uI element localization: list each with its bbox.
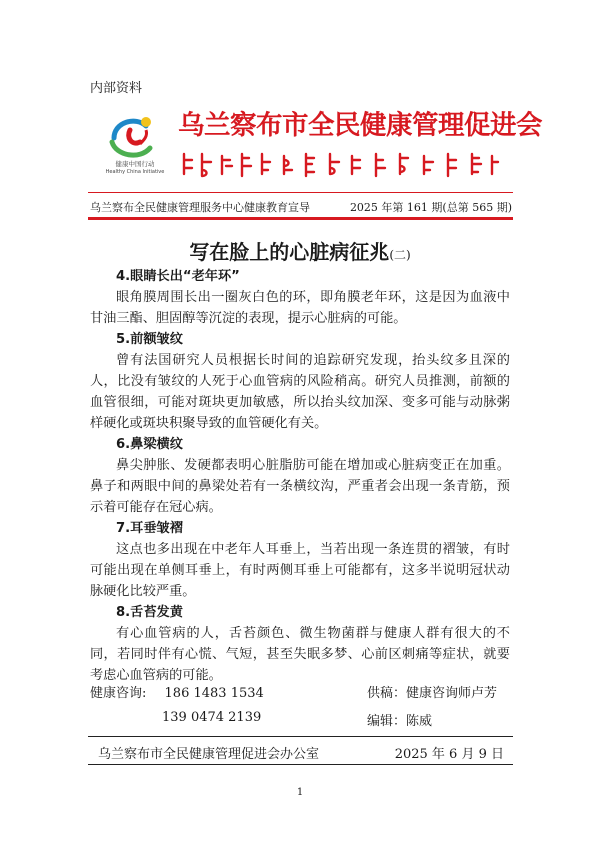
issue-number: 2025 年第 161 期(总第 565 期): [349, 201, 512, 214]
section-heading: 6.鼻梁横纹: [116, 437, 183, 452]
footer-rule-top: [88, 736, 513, 737]
contact-row-2: [90, 710, 512, 729]
contact-label: 健康咨询:: [90, 686, 147, 701]
page-number: 1: [296, 787, 304, 798]
section-paragraph: 曾有法国研究人员根据长时间的追踪研究发现，抬头纹多且深的人，比没有皱纹的人死于心血管病的风险稍高。研究人员推测，前额的血管很细，可能对斑块更加敏感，所以抬头纹加深、变多可能与动脉粥样硬化或斑块积聚导致的血管硬化有关。: [90, 353, 510, 431]
issue-line: [90, 199, 512, 215]
logo-caption: [98, 160, 172, 176]
editor-credit: 编辑：陈威: [367, 714, 433, 729]
supplier-credit: 供稿：健康咨询师卢芳: [367, 686, 498, 701]
header-rule-thick: [88, 217, 513, 220]
article-body: [90, 266, 510, 686]
issue-source: 乌兰察布全民健康管理服务中心健康教育宣导: [90, 201, 310, 214]
mongolian-script-title: [180, 150, 500, 180]
section-heading: 8.舌苔发黄: [116, 605, 183, 620]
header-rule-thin: [88, 192, 513, 193]
footer-rule-bottom: [88, 764, 513, 765]
section-paragraph: 鼻尖肿胀、发硬都表明心脏脂肪可能在增加或心脏病变正在加重。鼻子和两眼中间的鼻梁处若有一条横纹沟，严重者会出现一条青筋，预示着可能存在冠心病。: [90, 458, 510, 515]
footer: [90, 743, 512, 762]
section-paragraph: 这点也多出现在中老年人耳垂上，当若出现一条连贯的褶皱，有时可能出现在单侧耳垂上，有时两侧耳垂上可能都有，这多半说明冠状动脉硬化比较严重。: [90, 542, 510, 599]
article-title-suffix: (二): [389, 248, 411, 262]
contact-row-1: [90, 682, 512, 701]
contact-phone-2: 139 0474 2139: [162, 710, 262, 725]
footer-office: 乌兰察布市全民健康管理促进会办公室: [98, 747, 320, 762]
internal-label: 内部资料: [90, 81, 143, 96]
footer-date: 2025 年 6 月 9 日: [394, 747, 504, 762]
section-heading: 5.前额皱纹: [116, 332, 183, 347]
article-title-main: 写在脸上的心脏病征兆: [189, 240, 390, 264]
section-heading: 4.眼睛长出“老年环”: [116, 269, 240, 284]
organization-title: 乌兰察布市全民健康管理促进会: [178, 110, 542, 141]
section-paragraph: 有心血管病的人，舌苔颜色、微生物菌群与健康人群有很大的不同，若同时伴有心慌、气短，甚至失眠多梦、心前区刺痛等症状，就要考虑心血管病的可能。: [90, 626, 510, 683]
logo-caption-cn: 健康中国行动: [115, 160, 155, 168]
contact-phone-1: 186 1483 1534: [164, 686, 264, 701]
logo-caption-en: Healthy China Initiative: [105, 169, 165, 175]
article-title: [90, 236, 510, 265]
section-paragraph: 眼角膜周围长出一圈灰白色的环，即角膜老年环，这是因为血液中甘油三酯、胆固醇等沉淀的表现，提示心脏病的可能。: [90, 290, 510, 326]
section-heading: 7.耳垂皱褶: [116, 521, 183, 536]
